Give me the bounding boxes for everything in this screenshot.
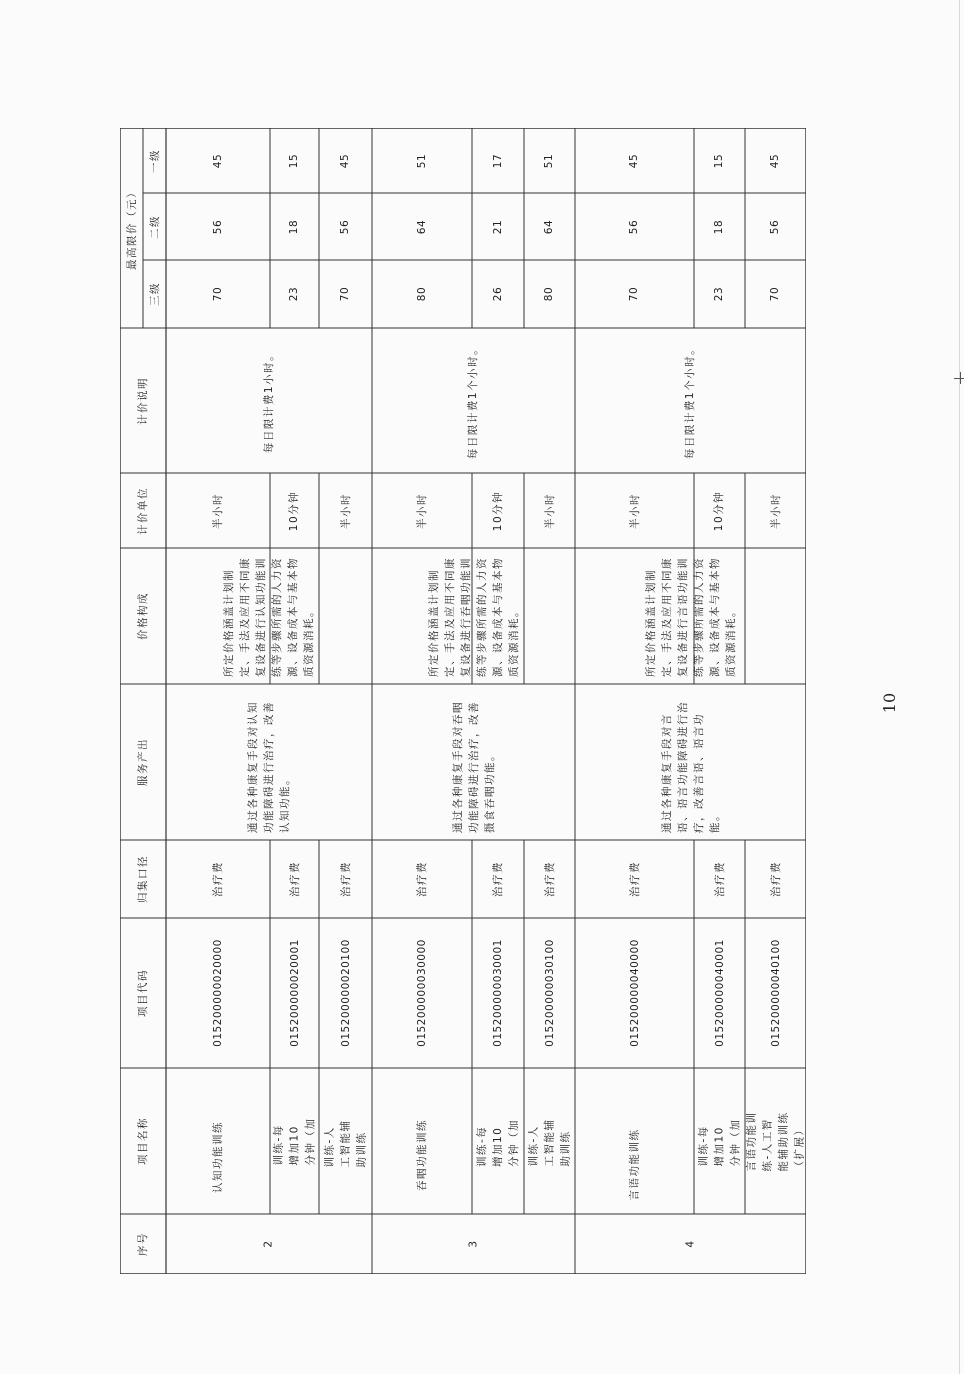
row-note-text: 每日限计费1个小时。 [467, 342, 480, 459]
row-price-level1-text: 15 [288, 153, 301, 168]
row-category-text: 治疗费 [543, 861, 556, 897]
group-seq-text: 3 [467, 1240, 480, 1248]
row-price-level1 [745, 128, 806, 193]
row-category-text: 治疗费 [628, 861, 641, 897]
row-price-level1 [270, 128, 319, 193]
row-unit-text: 半小时 [212, 492, 224, 529]
row-price-level3 [694, 260, 745, 328]
row-category-text: 治疗费 [339, 861, 352, 897]
row-price-level3-text: 70 [769, 286, 782, 302]
scan-mark [960, 372, 961, 384]
scan-mark [954, 378, 964, 379]
header-code [120, 918, 166, 1068]
row-price-level2 [270, 193, 319, 260]
row-price-level1-text: 15 [713, 153, 726, 168]
row-price-level3 [745, 260, 806, 328]
header-note-text: 计价说明 [137, 376, 149, 425]
row-name-text: 言语功能训练-人工智能辅助训练（扩展） [745, 1111, 806, 1172]
row-price-level2-text: 64 [416, 219, 428, 234]
row-unit [270, 473, 319, 548]
row-note [575, 328, 806, 473]
header-name-text: 项目名称 [137, 1117, 149, 1165]
row-price-level1 [372, 128, 472, 193]
header-category [120, 840, 166, 918]
row-code-text: 015200000020100 [339, 939, 352, 1047]
row-price-level1-text: 17 [492, 153, 504, 168]
row-note [372, 328, 575, 473]
row-service-text: 通过各种康复手段对言语、语言功能障碍进行治疗，改善言语、语言功能。 [660, 701, 721, 833]
header-composition-text: 价格构成 [137, 592, 149, 640]
row-code-text: 015200000040001 [713, 939, 726, 1047]
group-seq [166, 1214, 372, 1274]
row-category-text: 治疗费 [492, 861, 504, 897]
row-code-text: 015200000020000 [212, 939, 224, 1047]
row-category-text: 治疗费 [212, 861, 224, 897]
row-price-level2-text: 64 [543, 219, 556, 234]
row-code [319, 918, 372, 1068]
row-price-level1 [575, 128, 694, 193]
row-price-level3-text: 70 [212, 286, 224, 302]
row-price-level2 [575, 193, 694, 260]
row-unit-text: 半小时 [769, 492, 782, 529]
row-price-level2 [472, 193, 524, 260]
row-name [694, 1068, 745, 1214]
row-price-level3 [472, 260, 524, 328]
row-name-text: 吞咽功能训练 [416, 1119, 428, 1191]
row-price-level2 [319, 193, 372, 260]
row-name-text: 训练-人工智能辅助训练 [527, 1118, 572, 1167]
row-unit-text: 10分钟 [492, 490, 504, 531]
row-price-level3 [575, 260, 694, 328]
header-code-text: 项目代码 [137, 969, 149, 1017]
row-code [745, 918, 806, 1068]
row-category-text: 治疗费 [769, 861, 782, 897]
row-price-level3-text: 26 [492, 286, 504, 302]
header-max-price [120, 128, 143, 328]
row-code-text: 015200000040000 [628, 939, 641, 1047]
row-name [166, 1068, 270, 1214]
row-unit [745, 473, 806, 548]
row-service-text: 通过各种康复手段对认知功能障碍进行治疗，改善认知功能。 [247, 701, 291, 833]
row-code-text: 015200000030100 [543, 939, 556, 1047]
row-price-level1 [524, 128, 575, 193]
row-code [372, 918, 472, 1068]
row-category [270, 840, 319, 918]
header-name [120, 1068, 166, 1214]
header-note [120, 328, 166, 473]
header-level2 [143, 193, 166, 260]
row-price-level3-text: 70 [339, 286, 352, 302]
header-level3-text: 三级 [148, 282, 161, 306]
row-name [372, 1068, 472, 1214]
row-name [575, 1068, 694, 1214]
row-price-level2-text: 21 [492, 219, 504, 234]
row-category [575, 840, 694, 918]
row-category [319, 840, 372, 918]
row-code-text: 015200000040100 [769, 939, 782, 1047]
row-category [524, 840, 575, 918]
row-price-level3-text: 80 [543, 286, 556, 302]
row-unit [166, 473, 270, 548]
row-price-level1-text: 51 [416, 153, 428, 168]
row-price-level3-text: 70 [628, 286, 641, 302]
row-category-text: 治疗费 [416, 861, 428, 897]
row-price-level2-text: 18 [713, 219, 726, 234]
row-price-level2 [166, 193, 270, 260]
row-category [472, 840, 524, 918]
row-code [270, 918, 319, 1068]
row-unit-text: 半小时 [628, 492, 641, 529]
header-service [120, 684, 166, 840]
row-unit-text: 10分钟 [288, 490, 301, 531]
row-note [166, 328, 372, 473]
page-number: 10 [880, 692, 899, 714]
row-unit [319, 473, 372, 548]
group-seq-text: 4 [684, 1240, 697, 1248]
row-price-level1 [319, 128, 372, 193]
row-price-level2-text: 56 [339, 219, 352, 234]
row-price-level1-text: 45 [212, 153, 224, 168]
row-composition [575, 548, 806, 684]
row-price-level3-text: 80 [416, 286, 428, 302]
row-unit-text: 半小时 [543, 492, 556, 529]
row-note-text: 每日限计费1个小时。 [684, 342, 697, 459]
row-name [472, 1068, 524, 1214]
row-name [745, 1068, 806, 1214]
row-price-level2 [524, 193, 575, 260]
row-name-text: 认知功能训练 [212, 1121, 224, 1193]
row-code [524, 918, 575, 1068]
row-name-text: 训练-每增加10分钟（加 [476, 1119, 520, 1167]
row-name [270, 1068, 319, 1214]
row-unit [575, 473, 694, 548]
row-price-level3 [166, 260, 270, 328]
header-level1 [143, 128, 166, 193]
row-name-text: 言语功能训练 [628, 1128, 641, 1201]
scan-edge [959, 0, 960, 1374]
header-seq-text: 序号 [137, 1232, 149, 1256]
row-composition-text: 所定价格涵盖计划制定、手法及应用不同康复设备进行认知功能训练等步骤所需的人力资源、设备成本与基本物质资源消耗。 [223, 557, 315, 677]
row-category-text: 治疗费 [288, 861, 301, 897]
row-price-level3-text: 23 [288, 286, 301, 302]
price-table [120, 128, 806, 1274]
row-composition [372, 548, 575, 684]
header-service-text: 服务产出 [137, 738, 149, 786]
row-unit [472, 473, 524, 548]
row-price-level1-text: 45 [339, 153, 352, 168]
row-price-level2-text: 56 [212, 219, 224, 234]
row-price-level3 [372, 260, 472, 328]
row-service-text: 通过各种康复手段对吞咽功能障碍进行治疗，改善摄食吞咽功能。 [451, 701, 496, 833]
row-price-level1-text: 51 [543, 153, 556, 168]
row-price-level3-text: 23 [713, 286, 726, 302]
row-category [166, 840, 270, 918]
row-price-level1 [166, 128, 270, 193]
row-service [166, 684, 372, 840]
row-composition-text: 所定价格涵盖计划制定、手法及应用不同康复设备进行吞咽功能训练等步骤所需的人力资源、设备成本与基本物质资源消耗。 [427, 557, 520, 677]
row-name [319, 1068, 372, 1214]
row-unit-text: 半小时 [416, 492, 428, 529]
row-price-level3 [319, 260, 372, 328]
row-unit [694, 473, 745, 548]
row-note-text: 每日限计费1小时。 [263, 348, 275, 453]
header-level3 [143, 260, 166, 328]
header-level2-text: 二级 [148, 214, 161, 239]
row-category [694, 840, 745, 918]
row-name-text: 训练-每增加10分钟（加 [272, 1117, 317, 1166]
row-unit-text: 半小时 [339, 492, 352, 529]
group-seq-text: 2 [263, 1240, 275, 1248]
row-price-level2 [694, 193, 745, 260]
row-name [524, 1068, 575, 1214]
header-max-price-text: 最高限价（元） [125, 186, 138, 270]
row-price-level2-text: 56 [769, 219, 782, 234]
row-price-level1-text: 45 [628, 153, 641, 168]
header-level1-text: 一级 [148, 148, 161, 173]
header-composition [120, 548, 166, 684]
row-unit [372, 473, 472, 548]
header-seq [120, 1214, 166, 1274]
row-code-text: 015200000030000 [416, 939, 428, 1047]
header-category-text: 归集口径 [137, 855, 149, 903]
row-price-level1 [694, 128, 745, 193]
row-code-text: 015200000030001 [492, 939, 504, 1047]
row-code [575, 918, 694, 1068]
row-price-level3 [524, 260, 575, 328]
row-unit-text: 10分钟 [713, 490, 726, 531]
row-category-text: 治疗费 [713, 861, 726, 897]
row-price-level2-text: 18 [288, 219, 301, 234]
row-name-text: 训练-每增加10分钟（加 [697, 1118, 742, 1167]
row-price-level1 [472, 128, 524, 193]
row-service [372, 684, 575, 840]
row-price-level2 [745, 193, 806, 260]
row-price-level1-text: 45 [769, 153, 782, 168]
row-price-level2-text: 56 [628, 219, 641, 234]
row-composition [166, 548, 372, 684]
row-code [166, 918, 270, 1068]
row-category [372, 840, 472, 918]
group-seq [575, 1214, 806, 1274]
header-unit-text: 计价单位 [137, 486, 149, 535]
row-category [745, 840, 806, 918]
row-code [472, 918, 524, 1068]
row-code-text: 015200000020001 [288, 939, 301, 1047]
row-composition-text: 所定价格涵盖计划制定、手法及应用不同康复设备进行言语功能训练等步骤所需的人力资源、设备成本与基本物质资源消耗。 [644, 557, 737, 677]
row-unit [524, 473, 575, 548]
group-seq [372, 1214, 575, 1274]
row-service [575, 684, 806, 840]
row-code [694, 918, 745, 1068]
row-price-level2 [372, 193, 472, 260]
row-price-level3 [270, 260, 319, 328]
row-name-text: 训练-人工智能辅助训练 [323, 1119, 368, 1168]
header-unit [120, 473, 166, 548]
